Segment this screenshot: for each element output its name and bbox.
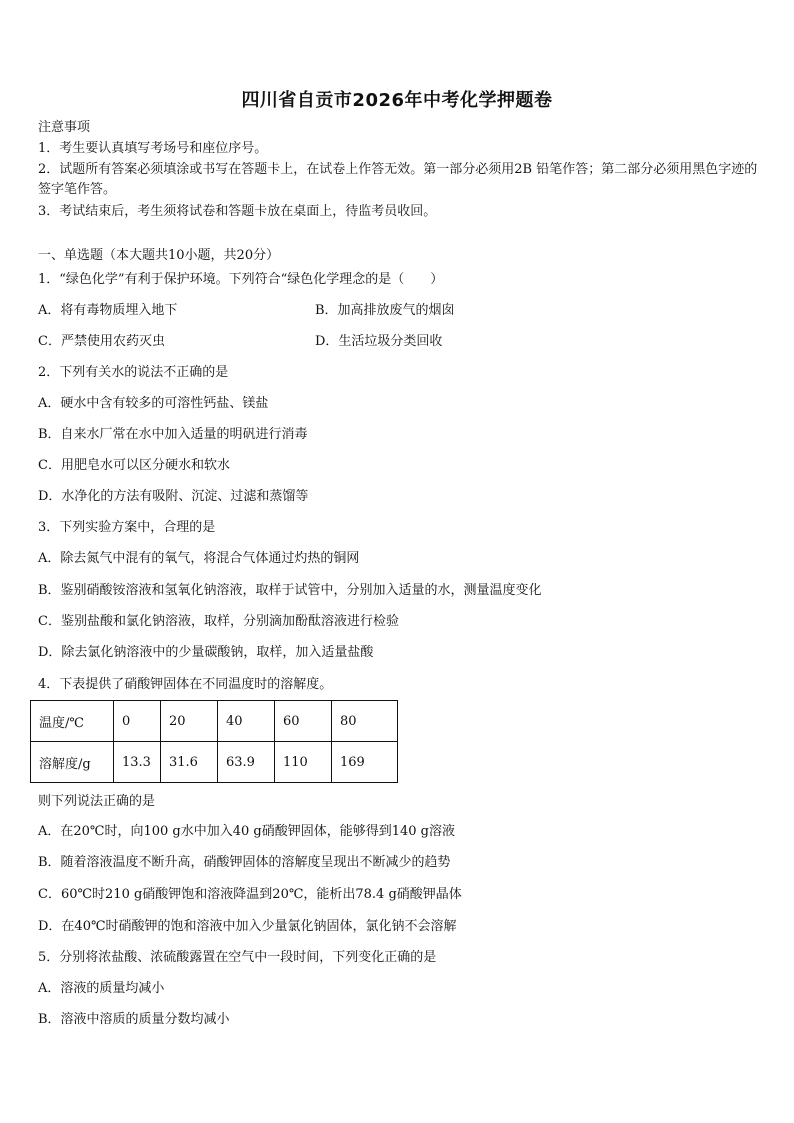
- notice-item-1: 1．考生要认真填写考场号和座位序号。: [38, 141, 268, 156]
- question-3-option-a: A．除去氮气中混有的氧气，将混合气体通过灼热的铜网: [38, 551, 360, 566]
- question-3-stem: 3．下列实验方案中，合理的是: [38, 520, 216, 535]
- table-cell: 20: [161, 701, 218, 742]
- notice-heading: 注意事项: [38, 120, 91, 135]
- question-4-stem: 4．下表提供了硝酸钾固体在不同温度时的溶解度。: [38, 677, 333, 692]
- table-cell: 0: [114, 701, 161, 742]
- question-5-stem: 5．分别将浓盐酸、浓硫酸露置在空气中一段时间，下列变化正确的是: [38, 950, 437, 965]
- question-2-option-b: B．自来水厂常在水中加入适量的明矾进行消毒: [38, 427, 308, 442]
- table-row: [31, 701, 398, 742]
- question-4-followup: 则下列说法正确的是: [38, 794, 156, 809]
- question-3-option-c: C．鉴别盐酸和氯化钠溶液，取样，分别滴加酚酞溶液进行检验: [38, 614, 399, 629]
- table-cell: 63.9: [218, 742, 275, 783]
- table-row: [31, 742, 398, 783]
- table-cell: 温度/℃: [31, 701, 114, 742]
- question-2-option-a: A．硬水中含有较多的可溶性钙盐、镁盐: [38, 396, 269, 411]
- table-cell: 60: [275, 701, 332, 742]
- question-1-option-a: A．将有毒物质埋入地下: [38, 303, 178, 318]
- table-cell: 溶解度/g: [31, 742, 114, 783]
- notice-item-3: 3．考试结束后，考生须将试卷和答题卡放在桌面上，待监考员收回。: [38, 204, 437, 219]
- question-1-stem: 1．“绿色化学”有利于保护环境。下列符合“绿色化学理念的是（ ）: [38, 272, 444, 287]
- table-cell: 13.3: [114, 742, 161, 783]
- question-1-option-b: B．加高排放废气的烟囱: [315, 303, 455, 318]
- table-cell: 40: [218, 701, 275, 742]
- question-2-stem: 2．下列有关水的说法不正确的是: [38, 365, 229, 380]
- table-cell: 80: [332, 701, 398, 742]
- question-3-option-b: B．鉴别硝酸铵溶液和氢氧化钠溶液，取样于试管中，分别加入适量的水，测量温度变化: [38, 583, 542, 598]
- question-1-option-d: D．生活垃圾分类回收: [315, 334, 443, 349]
- question-4-option-d: D．在40℃时硝酸钾的饱和溶液中加入少量氯化钠固体，氯化钠不会溶解: [38, 919, 457, 934]
- table-cell: 110: [275, 742, 332, 783]
- section-heading: 一、单选题（本大题共10小题，共20分）: [38, 248, 280, 263]
- question-2-option-c: C．用肥皂水可以区分硬水和软水: [38, 458, 230, 473]
- page-title: 四川省自贡市2026年中考化学押题卷: [241, 90, 553, 111]
- question-5-option-b: B．溶液中溶质的质量分数均减小: [38, 1012, 230, 1027]
- question-1-option-c: C．严禁使用农药灭虫: [38, 334, 165, 349]
- question-4-option-a: A．在20℃时，向100 g水中加入40 g硝酸钾固体，能够得到140 g溶液: [38, 824, 456, 839]
- solubility-table: [30, 700, 398, 783]
- question-4-option-b: B．随着溶液温度不断升高，硝酸钾固体的溶解度呈现出不断减少的趋势: [38, 855, 451, 870]
- table-cell: 169: [332, 742, 398, 783]
- notice-item-2: 2．试题所有答案必须填涂或书写在答题卡上，在试卷上作答无效。第一部分必须用2B 铅笔作答；第二部分必须用黑色字迹的签字笔作答。: [38, 162, 758, 197]
- question-5-option-a: A．溶液的质量均减小: [38, 981, 165, 996]
- question-4-option-c: C．60℃时210 g硝酸钾饱和溶液降温到20℃，能析出78.4 g硝酸钾晶体: [38, 887, 462, 902]
- table-cell: 31.6: [161, 742, 218, 783]
- question-2-option-d: D．水净化的方法有吸附、沉淀、过滤和蒸馏等: [38, 489, 309, 504]
- question-3-option-d: D．除去氯化钠溶液中的少量碳酸钠，取样，加入适量盐酸: [38, 645, 374, 660]
